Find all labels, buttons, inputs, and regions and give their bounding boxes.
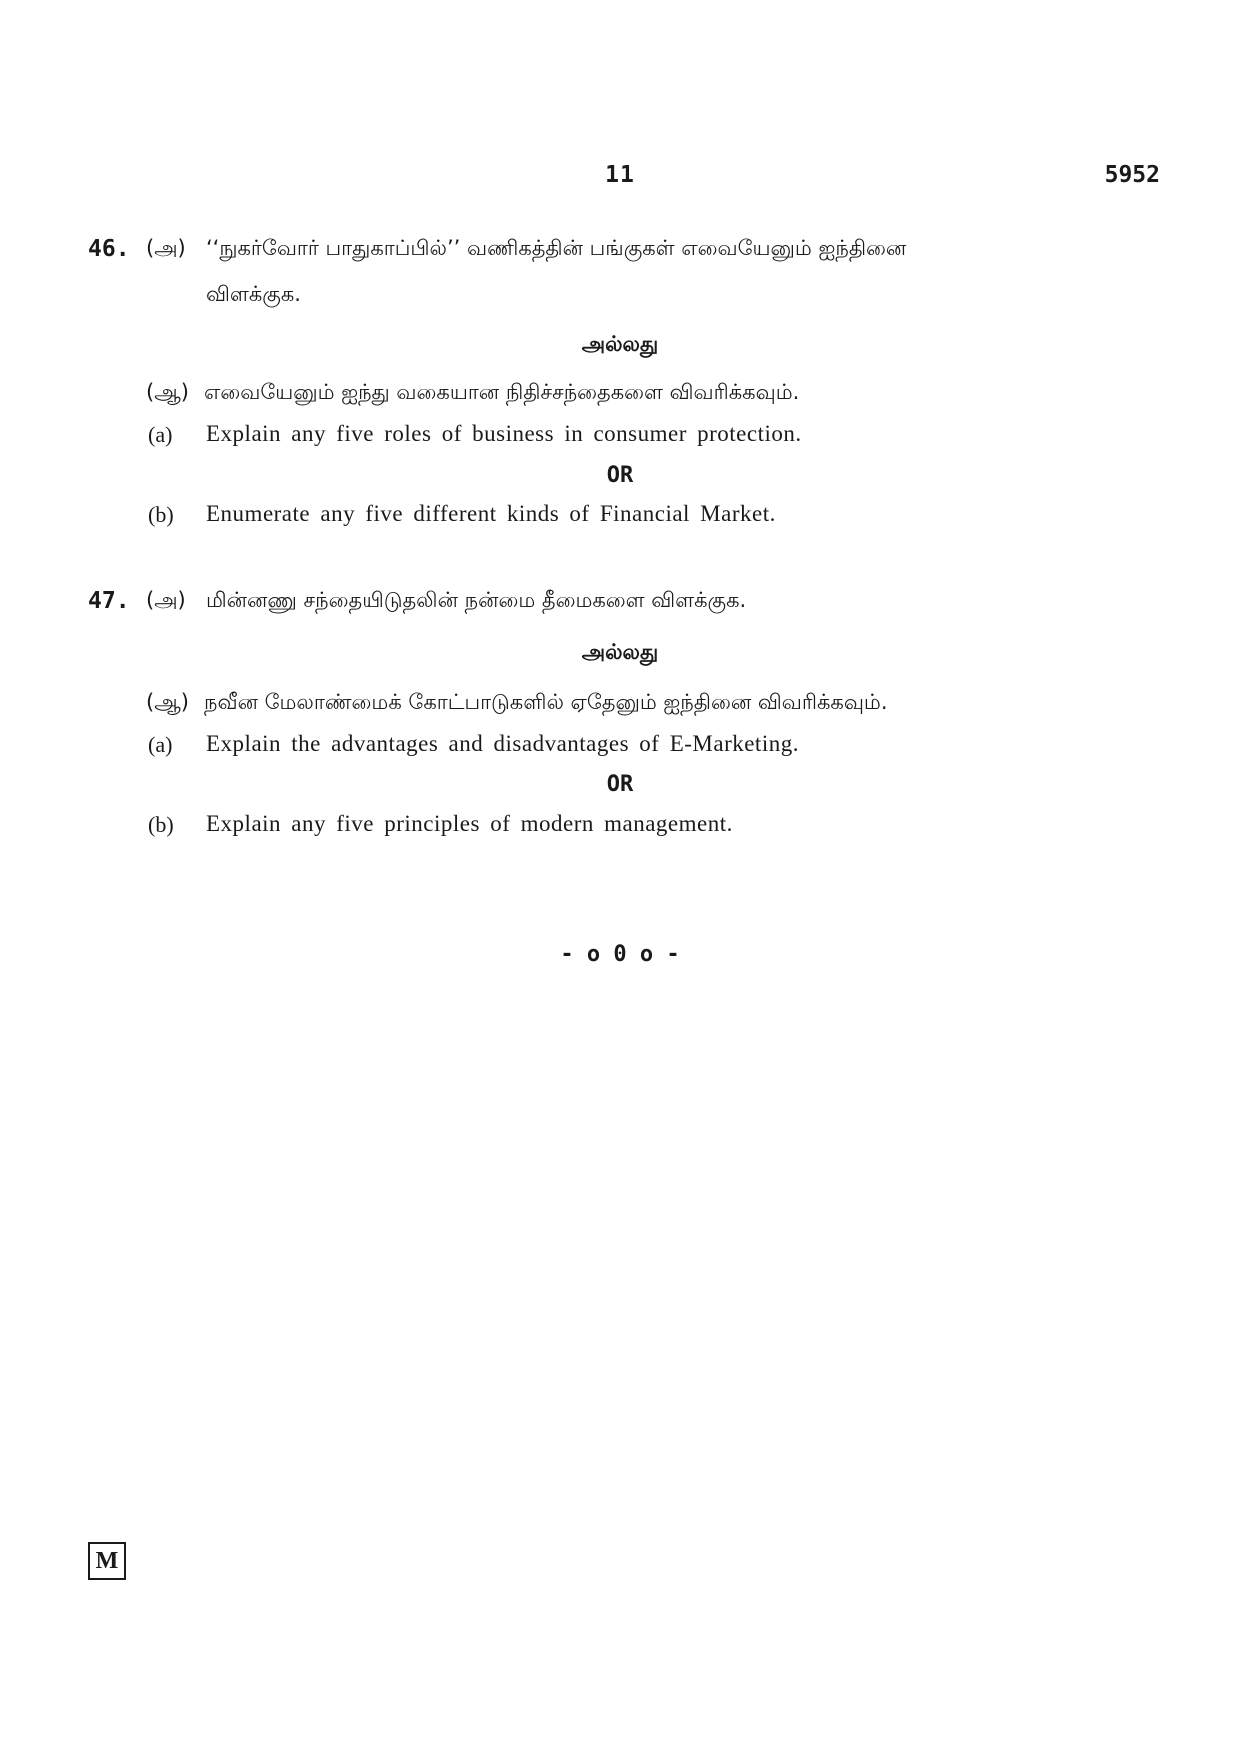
tamil-option-b-text: நவீன மேலாண்மைக் கோட்பாடுகளில் ஏதேனும் ஐந்தினை விவரிக்கவும்.	[204, 690, 888, 714]
tamil-option-a-text: ‘‘நுகர்வோர் பாதுகாப்பில்’’ வணிகத்தின் பங்குகள் எவையேனும் ஐந்தினை	[206, 236, 907, 260]
tamil-option-a-text: மின்னணு சந்தையிடுதலின் நன்மை தீமைகளை விளக்குக.	[206, 588, 747, 612]
english-option-a-marker: (a)	[148, 732, 173, 757]
english-or-heading: OR	[606, 463, 634, 488]
english-option-b-text: Explain any five principles of modern management.	[206, 811, 733, 836]
tamil-option-a-marker: (அ)	[146, 236, 186, 260]
english-option-b-marker: (b)	[148, 812, 174, 837]
medium-mark-label: M	[95, 1547, 119, 1574]
paper-code: 5952	[1104, 162, 1160, 188]
tamil-or-heading: அல்லது	[581, 332, 659, 356]
tamil-or-heading: அல்லது	[581, 640, 659, 664]
english-option-b-marker: (b)	[148, 502, 174, 527]
end-of-paper-mark: - o 0 o -	[560, 942, 680, 967]
tamil-option-a-text-continued: விளக்குக.	[206, 282, 301, 306]
english-option-a-marker: (a)	[148, 422, 173, 447]
english-option-b-text: Enumerate any five different kinds of Financial Market.	[206, 501, 776, 526]
english-or-heading: OR	[606, 772, 634, 797]
medium-mark-box	[88, 1542, 126, 1580]
question-number: 46.	[88, 236, 130, 262]
question-number: 47.	[88, 588, 130, 614]
page-number: 11	[605, 162, 635, 188]
english-option-a-text: Explain the advantages and disadvantages of E-Marketing.	[206, 731, 799, 756]
tamil-option-a-marker: (அ)	[146, 588, 186, 612]
tamil-option-b-text: எவையேனும் ஐந்து வகையான நிதிச்சந்தைகளை விவரிக்கவும்.	[204, 380, 800, 404]
english-option-a-text: Explain any five roles of business in consumer protection.	[206, 421, 802, 446]
tamil-option-b-marker: (ஆ)	[146, 690, 189, 714]
tamil-option-b-marker: (ஆ)	[146, 380, 189, 404]
